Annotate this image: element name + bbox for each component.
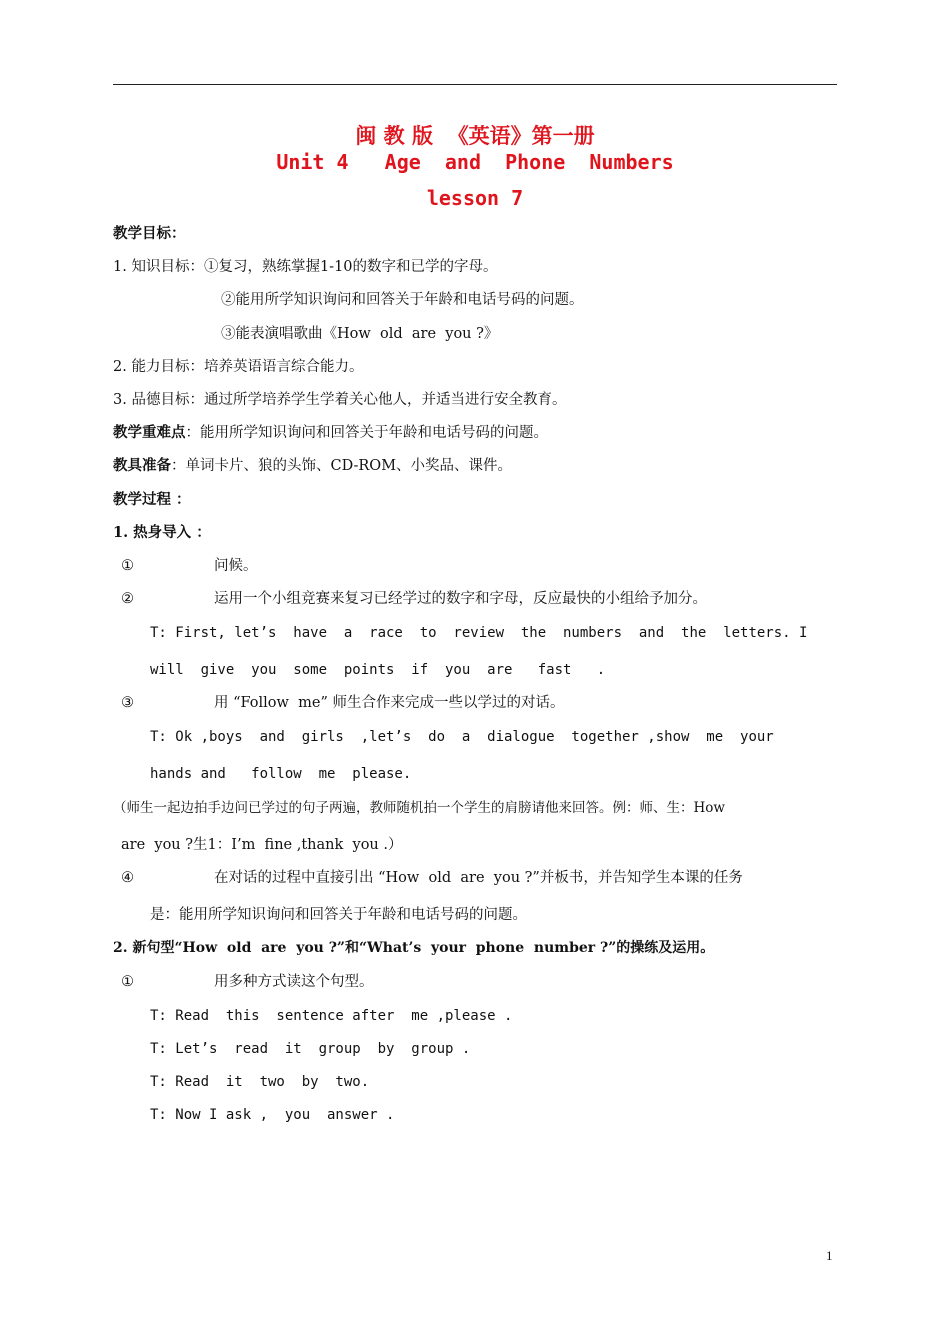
title-lesson: lesson 7 <box>426 186 524 210</box>
step-text: 用多种方式读这个句型。 <box>214 974 374 990</box>
teacher-line: T: Let’s read it group by group . <box>150 1041 471 1057</box>
activity-note: are you ?生1：I’m fine ,thank you .） <box>121 837 403 853</box>
goal-moral: 3. 品德目标：通过所学培养学生学着关心他人，并适当进行安全教育。 <box>113 392 567 408</box>
teacher-line: T: First, let’s have a race to review the numbers and the letters. I <box>150 625 808 641</box>
step-text: 在对话的过程中直接引出 “How old are you ?”并板书，并告知学生本课的任务 <box>214 870 743 886</box>
key-points-label: 教学重难点 <box>113 424 186 441</box>
step-number: ④ <box>121 870 134 886</box>
materials-text: ：单词卡片、狼的头饰、CD-ROM、小奖品、课件。 <box>171 458 513 474</box>
step-number: ② <box>121 591 134 607</box>
activity-note: （师生一起边拍手边问已学过的句子两遍，教师随机拍一个学生的肩膀请他来回答。例：师、生：How <box>113 800 725 816</box>
header-rule <box>113 84 837 85</box>
page-number: 1 <box>826 1248 833 1263</box>
teacher-line: will give you some points if you are fast . <box>150 662 606 678</box>
goal-knowledge: 1. 知识目标：①复习，熟练掌握1-10的数字和已学的字母。 <box>113 259 498 275</box>
goal-knowledge-2: ②能用所学知识询问和回答关于年龄和电话号码的问题。 <box>221 292 584 308</box>
key-points <box>113 423 548 443</box>
step-number: ① <box>121 974 134 990</box>
warmup-heading: 1. 热身导入 ： <box>113 524 211 541</box>
teacher-line: T: Read it two by two. <box>150 1074 370 1090</box>
title-chinese: 闽 教 版 《英语》第一册 <box>355 123 595 148</box>
title-unit: Unit 4 Age and Phone Numbers <box>276 150 674 174</box>
step-number: ③ <box>121 695 134 711</box>
drill-heading: 2. 新句型“How old are you ?”和“What’s your phone number ?”的操练及运用。 <box>113 940 715 956</box>
key-points-text: ：能用所学知识询问和回答关于年龄和电话号码的问题。 <box>185 425 548 441</box>
goal-knowledge-3: ③能表演唱歌曲《How old are you ?》 <box>221 326 499 342</box>
teacher-line: T: Read this sentence after me ,please . <box>150 1008 513 1024</box>
teacher-line: T: Now I ask , you answer . <box>150 1107 395 1123</box>
goal-ability: 2. 能力目标：培养英语语言综合能力。 <box>113 359 364 375</box>
step-number: ① <box>121 558 134 574</box>
materials <box>113 456 512 476</box>
materials-label: 教具准备 <box>113 457 171 474</box>
teacher-line: T: Ok ,boys and girls ,let’s do a dialogue together ,show me your <box>150 729 774 745</box>
process-heading: 教学过程 ： <box>113 491 191 508</box>
step-text: 问候。 <box>214 558 258 574</box>
goals-heading: 教学目标： <box>113 225 186 242</box>
step-text: 运用一个小组竞赛来复习已经学过的数字和字母，反应最快的小组给予加分。 <box>214 591 707 607</box>
step-text: 用 “Follow me” 师生合作来完成一些以学过的对话。 <box>214 695 565 711</box>
teacher-line: hands and follow me please. <box>150 766 412 782</box>
step-text: 是：能用所学知识询问和回答关于年龄和电话号码的问题。 <box>150 907 527 923</box>
